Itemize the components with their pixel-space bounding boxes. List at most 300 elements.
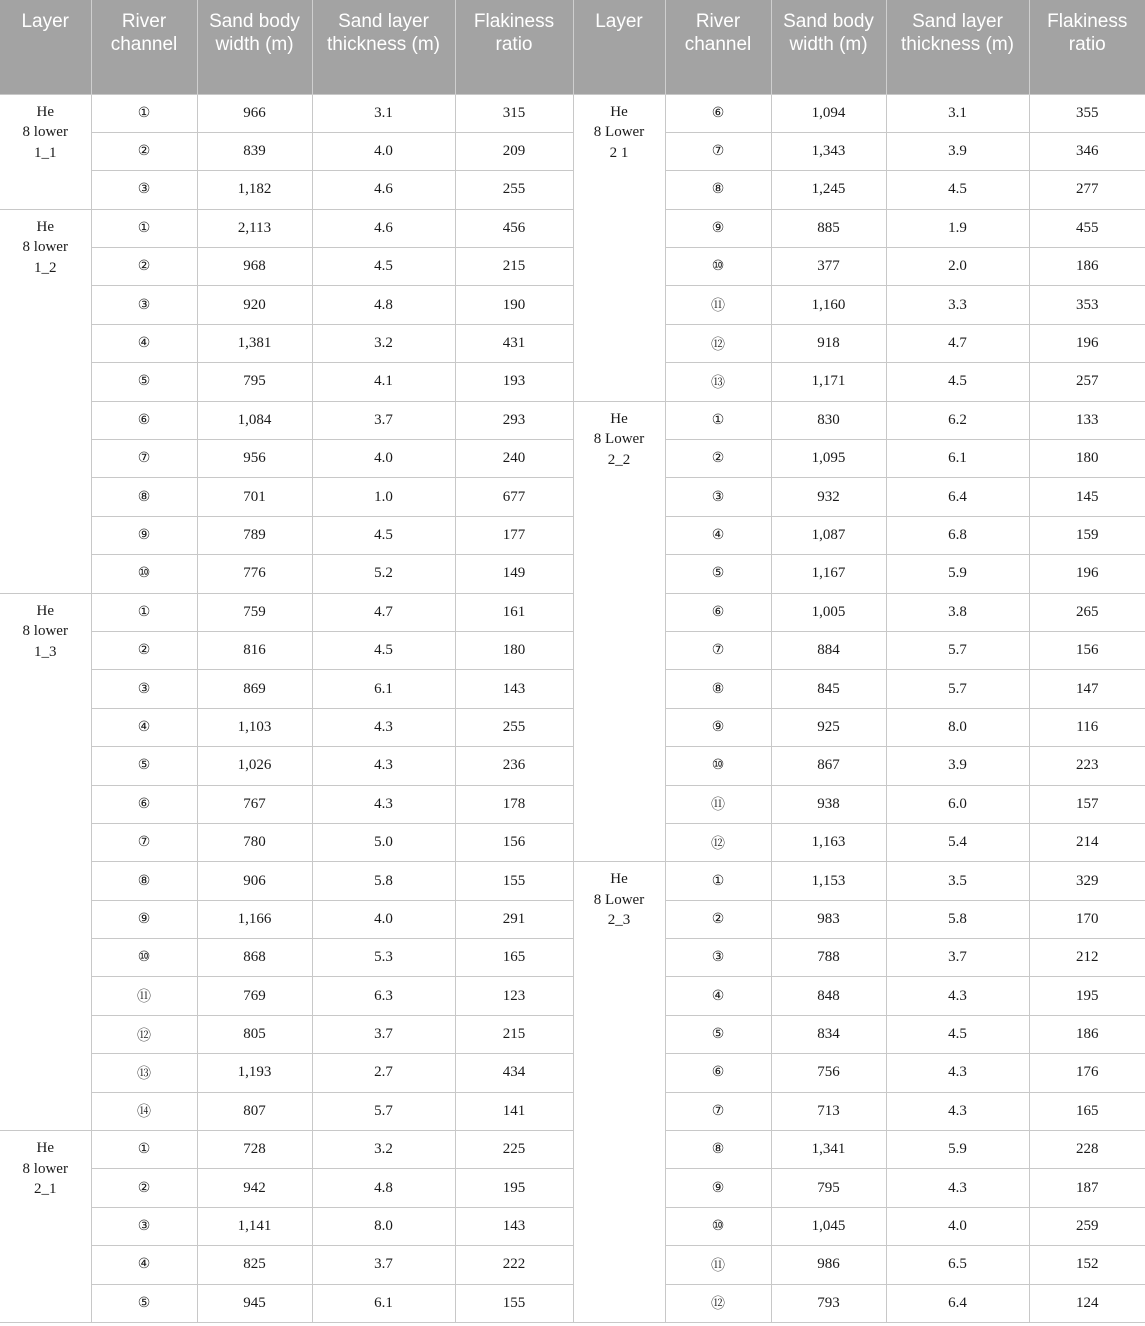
flakiness-ratio-cell: 456 <box>455 209 573 247</box>
sand-layer-thickness-cell: 6.1 <box>312 670 455 708</box>
river-channel-cell: ⑪ <box>91 977 197 1015</box>
sand-layer-thickness-cell: 4.7 <box>886 324 1029 362</box>
header-row <box>0 0 1145 94</box>
sand-body-width-cell: 825 <box>197 1246 312 1284</box>
flakiness-ratio-cell: 170 <box>1029 900 1145 938</box>
sand-layer-thickness-cell: 3.1 <box>312 94 455 132</box>
sand-body-width-cell: 1,084 <box>197 401 312 439</box>
flakiness-ratio-cell: 329 <box>1029 862 1145 900</box>
flakiness-ratio-cell: 195 <box>1029 977 1145 1015</box>
sand-layer-thickness-cell: 6.5 <box>886 1246 1029 1284</box>
layer-label-line: 2_3 <box>607 912 631 929</box>
sand-body-width-cell: 830 <box>771 401 886 439</box>
header-layer: Layer <box>0 0 91 94</box>
flakiness-ratio-cell: 143 <box>455 670 573 708</box>
sand-body-width-cell: 1,087 <box>771 516 886 554</box>
flakiness-ratio-cell: 215 <box>455 248 573 286</box>
header-river-channel: River channel <box>91 0 197 94</box>
sand-body-width-cell: 805 <box>197 1015 312 1053</box>
sand-body-width-cell: 925 <box>771 708 886 746</box>
layer-label-line: 2_1 <box>34 1181 57 1198</box>
sand-layer-thickness-cell: 4.5 <box>312 516 455 554</box>
table-row <box>0 401 1145 439</box>
layer-label-line: 2 1 <box>609 144 629 161</box>
flakiness-ratio-cell: 196 <box>1029 324 1145 362</box>
sand-body-width-cell: 956 <box>197 440 312 478</box>
flakiness-ratio-cell: 180 <box>1029 440 1145 478</box>
river-channel-cell: ⑩ <box>665 248 771 286</box>
sand-body-width-cell: 867 <box>771 747 886 785</box>
river-channel-cell: ⑤ <box>91 747 197 785</box>
river-channel-cell: ② <box>665 440 771 478</box>
table-row <box>0 132 1145 170</box>
table-row <box>0 1284 1145 1322</box>
river-channel-cell: ⑦ <box>665 1092 771 1130</box>
layer-label-line: He <box>36 103 54 120</box>
table-row <box>0 1092 1145 1130</box>
sand-layer-thickness-cell: 1.9 <box>886 209 1029 247</box>
river-channel-cell: ③ <box>91 286 197 324</box>
layer-label-line: 8 lower <box>22 623 68 640</box>
layer-label-line: 8 lower <box>22 124 68 140</box>
table-row <box>0 209 1145 247</box>
river-channel-cell: ⑨ <box>665 209 771 247</box>
river-channel-cell: ⑬ <box>665 363 771 401</box>
river-channel-cell: ① <box>91 209 197 247</box>
table-row <box>0 324 1145 362</box>
river-channel-cell: ② <box>91 631 197 669</box>
sand-layer-thickness-cell: 3.5 <box>886 862 1029 900</box>
flakiness-ratio-cell: 190 <box>455 286 573 324</box>
layer-cell <box>573 94 665 401</box>
river-channel-cell: ⑫ <box>91 1015 197 1053</box>
sand-layer-thickness-cell: 4.3 <box>312 708 455 746</box>
river-channel-cell: ⑩ <box>91 555 197 593</box>
sand-body-width-cell: 377 <box>771 248 886 286</box>
table-row <box>0 516 1145 554</box>
sand-layer-thickness-cell: 6.2 <box>886 401 1029 439</box>
river-channel-cell: ① <box>91 94 197 132</box>
flakiness-ratio-cell: 155 <box>455 862 573 900</box>
flakiness-ratio-cell: 255 <box>455 171 573 209</box>
flakiness-ratio-cell: 187 <box>1029 1169 1145 1207</box>
flakiness-ratio-cell: 196 <box>1029 555 1145 593</box>
sand-body-width-cell: 769 <box>197 977 312 1015</box>
sand-layer-thickness-cell: 4.0 <box>312 132 455 170</box>
flakiness-ratio-cell: 277 <box>1029 171 1145 209</box>
sand-layer-thickness-cell: 6.0 <box>886 785 1029 823</box>
river-channel-cell: ① <box>665 862 771 900</box>
sand-body-width-cell: 788 <box>771 939 886 977</box>
header-flakiness-ratio: Flakiness ratio <box>455 0 573 94</box>
sand-body-width-cell: 986 <box>771 1246 886 1284</box>
flakiness-ratio-cell: 124 <box>1029 1284 1145 1322</box>
table-row <box>0 1169 1145 1207</box>
sand-layer-thickness-cell: 4.0 <box>312 440 455 478</box>
sand-body-width-cell: 1,167 <box>771 555 886 593</box>
sand-layer-thickness-cell: 4.5 <box>312 631 455 669</box>
sand-body-width-cell: 756 <box>771 1054 886 1092</box>
flakiness-ratio-cell: 123 <box>455 977 573 1015</box>
sand-body-width-cell: 848 <box>771 977 886 1015</box>
sand-layer-thickness-cell: 8.0 <box>886 708 1029 746</box>
river-channel-cell: ⑨ <box>91 516 197 554</box>
sand-layer-thickness-cell: 3.7 <box>312 401 455 439</box>
header-sand-layer-thickness: Sand layer thickness (m) <box>886 0 1029 94</box>
sand-body-width-cell: 789 <box>197 516 312 554</box>
river-channel-cell: ③ <box>665 478 771 516</box>
table-body <box>0 94 1145 1323</box>
sand-body-width-cell: 834 <box>771 1015 886 1053</box>
flakiness-ratio-cell: 209 <box>455 132 573 170</box>
sand-layer-thickness-cell: 2.0 <box>886 248 1029 286</box>
sand-body-width-cell: 1,045 <box>771 1207 886 1245</box>
river-channel-cell: ① <box>665 401 771 439</box>
sand-body-width-cell: 968 <box>197 248 312 286</box>
sand-layer-thickness-cell: 6.4 <box>886 1284 1029 1322</box>
flakiness-ratio-cell: 353 <box>1029 286 1145 324</box>
sand-body-width-cell: 713 <box>771 1092 886 1130</box>
sand-layer-thickness-cell: 6.3 <box>312 977 455 1015</box>
sand-body-width-cell: 839 <box>197 132 312 170</box>
sand-layer-thickness-cell: 5.3 <box>312 939 455 977</box>
sand-layer-thickness-cell: 4.5 <box>312 248 455 286</box>
sand-layer-thickness-cell: 1.0 <box>312 478 455 516</box>
sand-body-width-cell: 1,141 <box>197 1207 312 1245</box>
sand-layer-thickness-cell: 4.3 <box>886 1054 1029 1092</box>
sand-layer-thickness-cell: 4.5 <box>886 363 1029 401</box>
river-channel-cell: ⑩ <box>665 1207 771 1245</box>
sand-body-width-cell: 868 <box>197 939 312 977</box>
sand-layer-thickness-cell: 4.3 <box>312 785 455 823</box>
header-layer: Layer <box>573 0 665 94</box>
flakiness-ratio-cell: 178 <box>455 785 573 823</box>
sand-layer-thickness-cell: 4.6 <box>312 209 455 247</box>
sand-layer-thickness-cell: 8.0 <box>312 1207 455 1245</box>
river-channel-cell: ④ <box>91 708 197 746</box>
table-row <box>0 1131 1145 1169</box>
layer-label-line: 1_1 <box>34 144 57 161</box>
flakiness-ratio-cell: 293 <box>455 401 573 439</box>
sand-layer-thickness-cell: 5.9 <box>886 555 1029 593</box>
river-channel-cell: ② <box>91 1169 197 1207</box>
layer-cell <box>0 94 91 209</box>
layer-label-line: He <box>610 103 628 120</box>
sand-layer-thickness-cell: 5.7 <box>312 1092 455 1130</box>
sand-layer-thickness-cell: 4.8 <box>312 286 455 324</box>
layer-label-line: He <box>36 218 54 235</box>
river-channel-cell: ⑦ <box>91 440 197 478</box>
river-channel-cell: ⑤ <box>665 1015 771 1053</box>
sand-layer-thickness-cell: 5.4 <box>886 823 1029 861</box>
header-sand-body-width: Sand body width (m) <box>197 0 312 94</box>
table-row <box>0 1054 1145 1092</box>
sand-body-width-cell: 776 <box>197 555 312 593</box>
sand-body-width-cell: 906 <box>197 862 312 900</box>
table-row <box>0 900 1145 938</box>
sand-body-width-cell: 759 <box>197 593 312 631</box>
sand-layer-thickness-cell: 3.7 <box>312 1246 455 1284</box>
sand-body-width-cell: 983 <box>771 900 886 938</box>
sand-body-width-cell: 932 <box>771 478 886 516</box>
flakiness-ratio-cell: 161 <box>455 593 573 631</box>
river-channel-cell: ③ <box>91 171 197 209</box>
sand-layer-thickness-cell: 6.1 <box>886 440 1029 478</box>
layer-label-line: 1_2 <box>34 259 57 276</box>
table-row <box>0 440 1145 478</box>
sand-body-width-cell: 701 <box>197 478 312 516</box>
header-river-channel: River channel <box>665 0 771 94</box>
sand-layer-thickness-cell: 3.2 <box>312 1131 455 1169</box>
sand-layer-thickness-cell: 3.9 <box>886 747 1029 785</box>
sand-body-width-cell: 767 <box>197 785 312 823</box>
flakiness-ratio-cell: 355 <box>1029 94 1145 132</box>
flakiness-ratio-cell: 157 <box>1029 785 1145 823</box>
river-channel-cell: ② <box>91 132 197 170</box>
sand-layer-thickness-cell: 4.3 <box>886 1092 1029 1130</box>
flakiness-ratio-cell: 156 <box>1029 631 1145 669</box>
sand-layer-thickness-cell: 5.8 <box>312 862 455 900</box>
table-row <box>0 1207 1145 1245</box>
sand-layer-thickness-cell: 4.5 <box>886 171 1029 209</box>
river-channel-cell: ⑧ <box>665 670 771 708</box>
sand-layer-thickness-cell: 4.5 <box>886 1015 1029 1053</box>
table-row <box>0 785 1145 823</box>
river-channel-cell: ⑧ <box>665 171 771 209</box>
sand-body-width-cell: 1,026 <box>197 747 312 785</box>
table-row <box>0 171 1145 209</box>
river-channel-cell: ⑦ <box>665 631 771 669</box>
table-row <box>0 593 1145 631</box>
river-channel-cell: ⑦ <box>665 132 771 170</box>
sand-layer-thickness-cell: 3.7 <box>886 939 1029 977</box>
river-channel-cell: ④ <box>91 1246 197 1284</box>
sand-body-width-cell: 938 <box>771 785 886 823</box>
river-channel-cell: ① <box>91 1131 197 1169</box>
layer-label-line: 8 Lower <box>593 124 645 140</box>
sand-body-width-cell: 728 <box>197 1131 312 1169</box>
table-row <box>0 1015 1145 1053</box>
flakiness-ratio-cell: 215 <box>455 1015 573 1053</box>
flakiness-ratio-cell: 149 <box>455 555 573 593</box>
table-row <box>0 747 1145 785</box>
sand-body-width-cell: 1,166 <box>197 900 312 938</box>
river-channel-cell: ⑥ <box>665 94 771 132</box>
sand-layer-thickness-cell: 5.7 <box>886 631 1029 669</box>
flakiness-ratio-cell: 222 <box>455 1246 573 1284</box>
river-channel-cell: ⑩ <box>91 939 197 977</box>
layer-label-line: 8 lower <box>22 1160 68 1177</box>
table-row <box>0 286 1145 324</box>
layer-label-line: 2_2 <box>607 451 631 468</box>
sand-layer-thickness-cell: 6.1 <box>312 1284 455 1322</box>
sand-layer-thickness-cell: 4.3 <box>886 977 1029 1015</box>
sand-body-width-cell: 795 <box>771 1169 886 1207</box>
river-channel-cell: ⑨ <box>665 708 771 746</box>
flakiness-ratio-cell: 159 <box>1029 516 1145 554</box>
sand-layer-thickness-cell: 3.7 <box>312 1015 455 1053</box>
flakiness-ratio-cell: 156 <box>455 823 573 861</box>
layer-cell <box>0 1131 91 1323</box>
table-row <box>0 670 1145 708</box>
sand-body-width-cell: 1,153 <box>771 862 886 900</box>
river-channel-cell: ⑥ <box>91 401 197 439</box>
sand-layer-thickness-cell: 4.0 <box>312 900 455 938</box>
river-channel-cell: ⑫ <box>665 823 771 861</box>
sand-layer-thickness-cell: 3.3 <box>886 286 1029 324</box>
sand-layer-thickness-cell: 6.8 <box>886 516 1029 554</box>
flakiness-ratio-cell: 133 <box>1029 401 1145 439</box>
sand-body-width-cell: 1,171 <box>771 363 886 401</box>
river-channel-cell: ⑨ <box>91 900 197 938</box>
table-row <box>0 555 1145 593</box>
sand-body-width-cell: 1,343 <box>771 132 886 170</box>
sand-body-width-cell: 1,193 <box>197 1054 312 1092</box>
table-row <box>0 1246 1145 1284</box>
flakiness-ratio-cell: 186 <box>1029 248 1145 286</box>
river-channel-cell: ⑧ <box>665 1131 771 1169</box>
river-channel-cell: ⑤ <box>665 555 771 593</box>
flakiness-ratio-cell: 214 <box>1029 823 1145 861</box>
flakiness-ratio-cell: 677 <box>455 478 573 516</box>
table-row <box>0 248 1145 286</box>
river-channel-cell: ⑫ <box>665 324 771 362</box>
flakiness-ratio-cell: 176 <box>1029 1054 1145 1092</box>
layer-cell <box>0 209 91 593</box>
sand-layer-thickness-cell: 5.0 <box>312 823 455 861</box>
layer-label-line: He <box>610 871 628 888</box>
sand-layer-thickness-cell: 4.1 <box>312 363 455 401</box>
river-channel-cell: ⑤ <box>91 363 197 401</box>
river-channel-cell: ⑪ <box>665 286 771 324</box>
sand-body-width-cell: 918 <box>771 324 886 362</box>
layer-cell <box>573 862 665 1323</box>
river-channel-cell: ⑩ <box>665 747 771 785</box>
river-channel-cell: ⑥ <box>665 1054 771 1092</box>
header-flakiness-ratio: Flakiness ratio <box>1029 0 1145 94</box>
sand-body-width-cell: 1,245 <box>771 171 886 209</box>
sand-layer-thickness-cell: 3.8 <box>886 593 1029 631</box>
river-channel-cell: ③ <box>91 1207 197 1245</box>
sand-layer-thickness-cell: 4.3 <box>312 747 455 785</box>
layer-label-line: 8 lower <box>22 239 68 256</box>
sand-layer-thickness-cell: 5.7 <box>886 670 1029 708</box>
header-sand-layer-thickness: Sand layer thickness (m) <box>312 0 455 94</box>
sand-body-width-cell: 1,005 <box>771 593 886 631</box>
sand-layer-thickness-cell: 5.2 <box>312 555 455 593</box>
river-channel-cell: ① <box>91 593 197 631</box>
sand-body-width-cell: 1,163 <box>771 823 886 861</box>
flakiness-ratio-cell: 223 <box>1029 747 1145 785</box>
layer-label-line: He <box>610 410 628 427</box>
flakiness-ratio-cell: 346 <box>1029 132 1145 170</box>
table-row <box>0 708 1145 746</box>
flakiness-ratio-cell: 257 <box>1029 363 1145 401</box>
flakiness-ratio-cell: 116 <box>1029 708 1145 746</box>
sand-layer-thickness-cell: 3.9 <box>886 132 1029 170</box>
flakiness-ratio-cell: 315 <box>455 94 573 132</box>
sand-layer-thickness-cell: 2.7 <box>312 1054 455 1092</box>
sand-body-width-cell: 807 <box>197 1092 312 1130</box>
table-row <box>0 478 1145 516</box>
flakiness-ratio-cell: 228 <box>1029 1131 1145 1169</box>
sand-body-width-cell: 920 <box>197 286 312 324</box>
sand-body-width-cell: 795 <box>197 363 312 401</box>
river-channel-cell: ⑤ <box>91 1284 197 1322</box>
river-channel-cell: ③ <box>665 939 771 977</box>
flakiness-ratio-cell: 155 <box>455 1284 573 1322</box>
flakiness-ratio-cell: 180 <box>455 631 573 669</box>
flakiness-ratio-cell: 225 <box>455 1131 573 1169</box>
flakiness-ratio-cell: 165 <box>1029 1092 1145 1130</box>
river-channel-cell: ⑬ <box>91 1054 197 1092</box>
sand-body-width-cell: 780 <box>197 823 312 861</box>
sand-layer-thickness-cell: 5.8 <box>886 900 1029 938</box>
table-row <box>0 94 1145 132</box>
table-row <box>0 631 1145 669</box>
flakiness-ratio-cell: 193 <box>455 363 573 401</box>
flakiness-ratio-cell: 147 <box>1029 670 1145 708</box>
sand-layer-thickness-cell: 5.9 <box>886 1131 1029 1169</box>
sand-body-width-cell: 869 <box>197 670 312 708</box>
sand-body-width-cell: 1,160 <box>771 286 886 324</box>
flakiness-ratio-cell: 152 <box>1029 1246 1145 1284</box>
table-row <box>0 862 1145 900</box>
river-channel-cell: ⑥ <box>665 593 771 631</box>
flakiness-ratio-cell: 291 <box>455 900 573 938</box>
header-sand-body-width: Sand body width (m) <box>771 0 886 94</box>
flakiness-ratio-cell: 145 <box>1029 478 1145 516</box>
flakiness-ratio-cell: 186 <box>1029 1015 1145 1053</box>
table-row <box>0 363 1145 401</box>
river-channel-cell: ⑥ <box>91 785 197 823</box>
river-channel-cell: ⑪ <box>665 1246 771 1284</box>
sand-layer-thickness-cell: 4.0 <box>886 1207 1029 1245</box>
flakiness-ratio-cell: 141 <box>455 1092 573 1130</box>
layer-label-line: He <box>36 602 54 619</box>
sand-body-width-cell: 793 <box>771 1284 886 1322</box>
flakiness-ratio-cell: 236 <box>455 747 573 785</box>
table-row <box>0 977 1145 1015</box>
sand-body-width-cell: 1,341 <box>771 1131 886 1169</box>
sand-layer-thickness-cell: 4.3 <box>886 1169 1029 1207</box>
sand-body-width-cell: 1,381 <box>197 324 312 362</box>
flakiness-ratio-cell: 165 <box>455 939 573 977</box>
table-row <box>0 823 1145 861</box>
sand-layer-thickness-cell: 4.6 <box>312 171 455 209</box>
flakiness-ratio-cell: 143 <box>455 1207 573 1245</box>
river-channel-cell: ⑭ <box>91 1092 197 1130</box>
table-row <box>0 939 1145 977</box>
river-channel-cell: ④ <box>91 324 197 362</box>
sand-body-width-cell: 1,095 <box>771 440 886 478</box>
sand-body-width-cell: 884 <box>771 631 886 669</box>
sand-body-width-cell: 945 <box>197 1284 312 1322</box>
flakiness-ratio-cell: 212 <box>1029 939 1145 977</box>
layer-cell <box>573 401 665 862</box>
sand-layer-thickness-cell: 4.8 <box>312 1169 455 1207</box>
sand-body-width-cell: 966 <box>197 94 312 132</box>
layer-label-line: He <box>36 1140 54 1157</box>
sand-body-width-cell: 1,094 <box>771 94 886 132</box>
river-channel-cell: ④ <box>665 977 771 1015</box>
flakiness-ratio-cell: 265 <box>1029 593 1145 631</box>
flakiness-ratio-cell: 177 <box>455 516 573 554</box>
sand-body-width-cell: 816 <box>197 631 312 669</box>
layer-label-line: 1_3 <box>34 643 57 660</box>
river-channel-cell: ⑪ <box>665 785 771 823</box>
sand-layer-thickness-cell: 3.2 <box>312 324 455 362</box>
